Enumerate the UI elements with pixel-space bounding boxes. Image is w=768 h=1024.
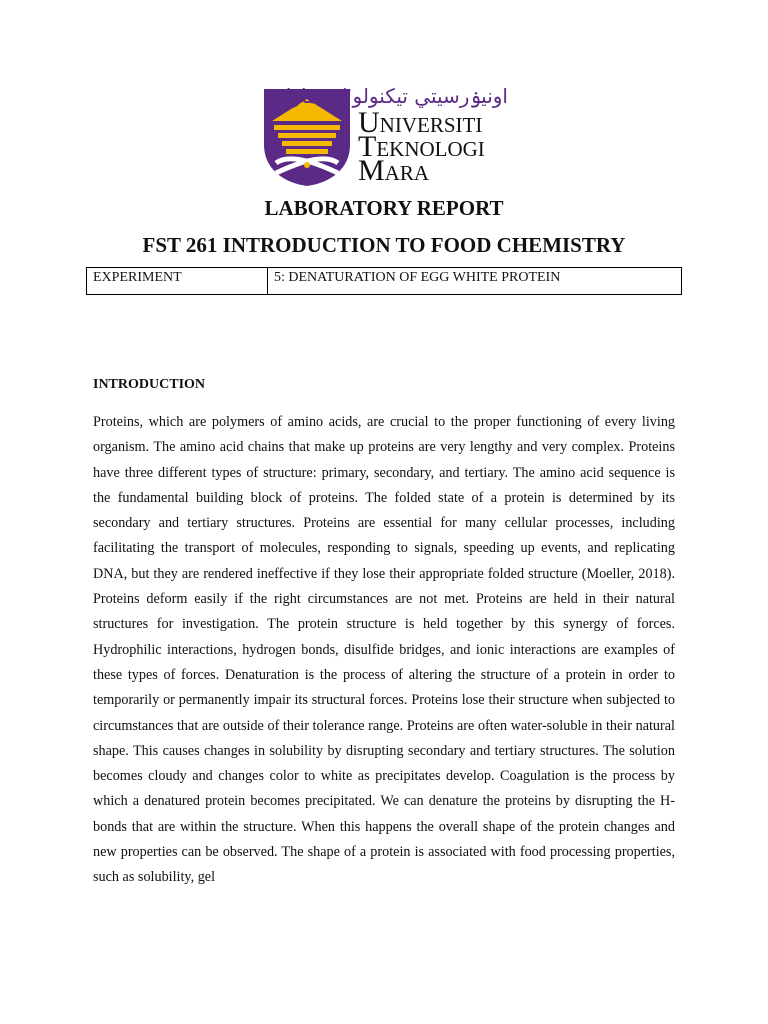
university-name-line-2: Teknologi	[358, 130, 485, 163]
jawi-university-name: اونيۏرسيتي تيكنولوݢي مارا	[285, 84, 508, 108]
report-title: LABORATORY REPORT	[264, 196, 504, 220]
university-logo	[262, 84, 522, 187]
course-title: FST 261 INTRODUCTION TO FOOD CHEMISTRY	[142, 233, 626, 257]
university-name	[358, 106, 528, 187]
university-name-line-3: Mara	[358, 154, 430, 187]
experiment-table	[86, 267, 682, 295]
university-name-line-1: Universiti	[358, 106, 483, 139]
experiment-value: 5: DENATURATION OF EGG WHITE PROTEIN	[274, 270, 561, 285]
experiment-label: EXPERIMENT	[87, 268, 268, 294]
introduction-heading: INTRODUCTION	[93, 377, 206, 392]
introduction-paragraph: Proteins, which are polymers of amino acids, are crucial to the proper functioning of every living organism. The amino acid chains that make up proteins are very lengthy and very complex. Proteins have three different types of structure: primary, secondary, and tertiary. The amino acid sequence is the fundamental building block of proteins. The folded state of a protein is determined by its secondary and tertiary structures. Proteins are essential for many cellular processes, including facilitating the transport of molecules, responding to signals, speeding up events, and replicating DNA, but they are rendered ineffective if they lose their appropriate folded structure (Moeller, 2018). Proteins deform easily if the right circumstances are not met. Proteins are held in their natural structures for investigation. The protein structure is held together by this synergy of forces. Hydrophilic interactions, hydrogen bonds, disulfide bridges, and ionic interactions are examples of these types of forces. Denaturation is the process of altering the structure of a protein in order to temporarily or permanently impair its structural forces. Proteins lose their structure when subjected to circumstances that are outside of their tolerance range. Proteins are often water-soluble in their natural shape. This causes changes in solubility by disrupting secondary and tertiary structures. The solution becomes cloudy and changes color to white as precipitates develop. Coagulation is the process by which a denatured protein becomes precipitated. We can denature the proteins by disrupting the H-bonds that are within the structure. When this happens the overall shape of the protein changes and new properties can be observed. The shape of a protein is associated with food processing properties, such as solubility, gel	[93, 414, 675, 886]
